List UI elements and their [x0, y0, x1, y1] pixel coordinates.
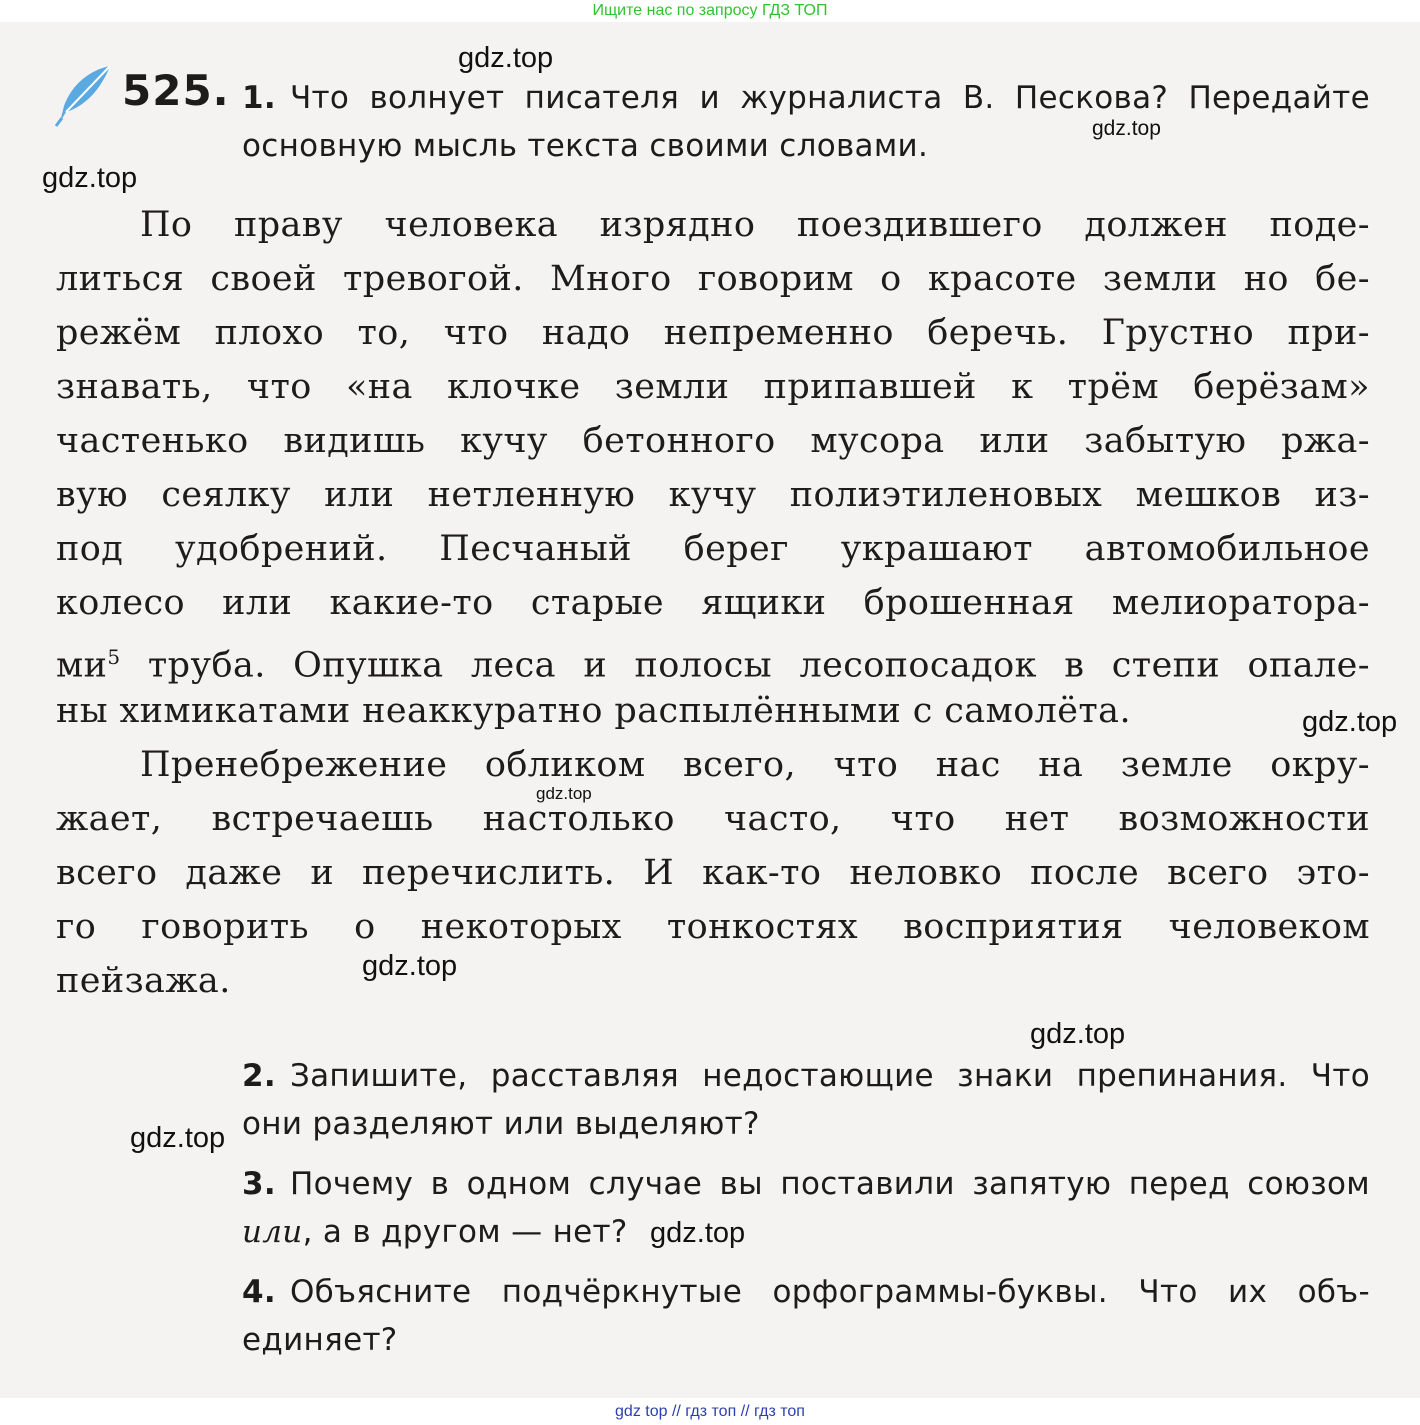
- task-2-number: 2.: [242, 1058, 276, 1094]
- text-line-4: знавать, что «на клочке земли припавшей к трём берёзам»: [56, 367, 1370, 407]
- task-4: [242, 1268, 1370, 1364]
- task-2: [242, 1052, 1370, 1148]
- task-1: [242, 74, 1370, 170]
- text-line-9: $ми^5$ труба. Опушка леса и полосы лесопосадок в степи опале-: [56, 645, 1370, 686]
- task-4-line-1: 4. Объясните подчёркнутые орфограммы-буквы. Что их объ-: [242, 1274, 1370, 1310]
- text-line-8: колесо или какие-то старые ящики брошенная мелиоратора-: [56, 583, 1370, 623]
- text-line-2: литься своей тревогой. Много говорим о красоте земли но бе-: [56, 259, 1370, 299]
- top-banner[interactable]: Ищите нас по запросу ГДЗ ТОП: [0, 0, 1420, 22]
- text-line-11: Пренебрежение обликом всего, что нас на земле окру-: [140, 745, 1370, 785]
- watermark: gdz.top: [536, 784, 592, 803]
- watermark: gdz.top: [1030, 1018, 1126, 1050]
- text-line-7: под удобрений. Песчаный берег украшают автомобильное: [56, 529, 1370, 569]
- task-1-number: 1.: [242, 80, 276, 116]
- task-4-number: 4.: [242, 1274, 276, 1310]
- feather-icon: [50, 62, 116, 128]
- text-line-10: ны химикатами неаккуратно распылёнными с самолёта.: [56, 691, 1131, 731]
- task-1-line-1: 1. Что волнует писателя и журналиста В. Пескова? Передайте: [242, 80, 1370, 116]
- text-line-14: го говорить о некоторых тонкостях восприятия человеком: [56, 907, 1370, 947]
- watermark: gdz.top: [362, 950, 458, 982]
- watermark: gdz.top: [650, 1217, 746, 1249]
- exercise-number: 525.: [122, 66, 230, 115]
- task-1-line-2: основную мысль текста своими словами.: [242, 128, 929, 164]
- text-line-15: пейзажа.: [56, 961, 231, 1001]
- bottom-banner[interactable]: gdz top // гдз топ // гдз топ: [0, 1398, 1420, 1425]
- task-3-number: 3.: [242, 1166, 276, 1202]
- text-line-5: частенько видишь кучу бетонного мусора или забытую ржа-: [56, 421, 1370, 461]
- task-3-line-2: или, а в другом — нет?: [242, 1214, 628, 1250]
- watermark: gdz.top: [130, 1122, 226, 1154]
- task-3: [242, 1160, 1370, 1256]
- task-4-line-2: единяет?: [242, 1322, 398, 1358]
- text-line-1: По праву человека изрядно поездившего должен поде-: [140, 205, 1370, 245]
- text-line-13: всего даже и перечислить. И как-то неловко после всего это-: [56, 853, 1370, 893]
- watermark: gdz.top: [1302, 706, 1398, 738]
- watermark: gdz.top: [1092, 117, 1161, 140]
- task-2-line-2: они разделяют или выделяют?: [242, 1106, 760, 1142]
- text-line-3: режём плохо то, что надо непременно беречь. Грустно при-: [56, 313, 1370, 353]
- watermark: gdz.top: [458, 42, 554, 74]
- text-line-6: вую сеялку или нетленную кучу полиэтиленовых мешков из-: [56, 475, 1370, 515]
- task-2-line-1: 2. Запишите, расставляя недостающие знаки препинания. Что: [242, 1058, 1370, 1094]
- footnote-mark: 5: [107, 645, 121, 669]
- task-3-line-1: 3. Почему в одном случае вы поставили запятую перед союзом: [242, 1166, 1370, 1202]
- text-line-12: жает, встречаешь настолько часто, что нет возможности: [56, 799, 1370, 839]
- italic-conjunction: или: [242, 1214, 303, 1250]
- watermark: gdz.top: [42, 162, 138, 194]
